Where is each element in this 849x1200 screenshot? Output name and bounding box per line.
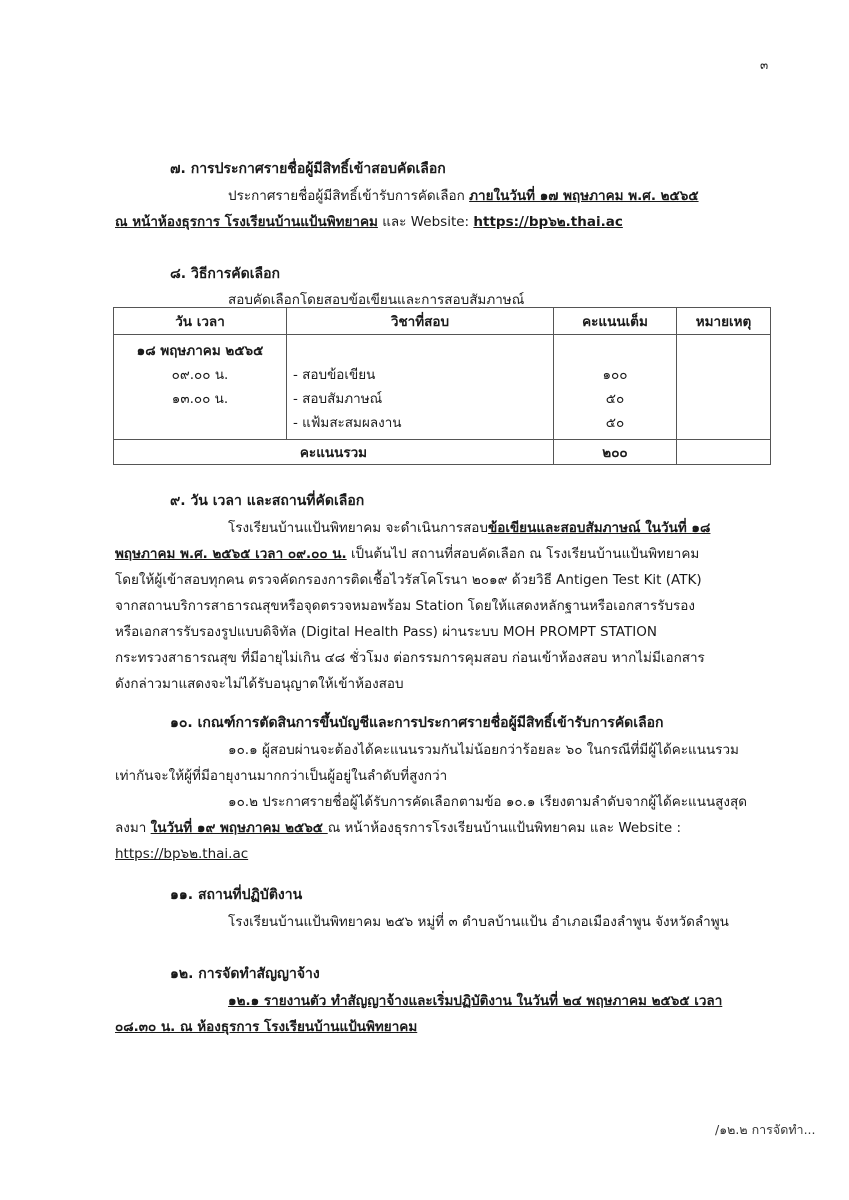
s7-date: ภายในวันที่ ๑๗ พฤษภาคม พ.ศ. ๒๕๖๕ [469, 188, 699, 204]
s7-location: ณ หน้าห้องธุรการ โรงเรียนบ้านแป้นพิทยาคม [115, 214, 378, 230]
s7-website-link[interactable]: https://bp๖๒.thai.ac [473, 214, 623, 230]
section-9-line-6: กระทรวงสาธารณสุข ที่มีอายุไม่เกิน ๔๘ ชั่วโมง ต่อกรรมการคุมสอบ ก่อนเข้าห้องสอบ หากไม่มีเอกสาร [115, 650, 705, 666]
s9-exam-date: ข้อเขียนและสอบสัมภาษณ์ ในวันที่ ๑๘ [488, 520, 711, 536]
section-9-line-4: จากสถานบริการสาธารณสุขหรือจุดตรวจหมอพร้อม Station โดยให้แสดงหลักฐานหรือเอกสารรับรอง [115, 598, 695, 614]
s9-text: เป็นต้นไป สถานที่สอบคัดเลือก ณ โรงเรียนบ้านแป้นพิทยาคม [346, 546, 700, 562]
score-cell [554, 335, 677, 440]
section-11-heading: ๑๑. สถานที่ปฏิบัติงาน [170, 887, 303, 903]
header-date-time: วัน เวลา [114, 308, 287, 335]
section-11-address: โรงเรียนบ้านแป้นพิทยาคม ๒๕๖ หมู่ที่ ๓ ตำบลบ้านแป้น อำเภอเมืองลำพูน จังหวัดลำพูน [228, 914, 729, 930]
s9-exam-date-cont: พฤษภาคม พ.ศ. ๒๕๖๕ เวลา ๐๙.๐๐ น. [115, 546, 347, 562]
s10-text: ลงมา [115, 820, 151, 836]
header-remarks: หมายเหตุ [677, 308, 771, 335]
section-9-line-2 [115, 542, 699, 564]
section-10-heading: ๑๐. เกณฑ์การตัดสินการขึ้นบัญชีและการประกาศรายชื่อผู้มีสิทธิ์เข้ารับการคัดเลือก [170, 715, 664, 731]
section-10-2-line-2 [115, 816, 681, 838]
section-10-1-line-2: เท่ากันจะให้ผู้ที่มีอายุงานมากกว่าเป็นผู้อยู่ในลำดับที่สูงกว่า [115, 768, 448, 784]
total-label: คะแนนรวม [114, 440, 554, 465]
exam-time: ๐๙.๐๐ น. [171, 367, 229, 383]
exam-time [120, 411, 280, 435]
section-8-heading: ๘. วิธีการคัดเลือก [170, 266, 280, 282]
exam-time: ๑๓.๐๐ น. [171, 391, 229, 407]
section-12-1-line-1: ๑๒.๑ รายงานตัว ทำสัญญาจ้างและเริ่มปฏิบัติงาน ในวันที่ ๒๔ พฤษภาคม ๒๕๖๕ เวลา [228, 993, 723, 1009]
section-7-line-1 [228, 184, 699, 206]
exam-date: ๑๘ พฤษภาคม ๒๕๖๕ [136, 343, 264, 359]
exam-score: ๕๐ [605, 391, 625, 407]
section-9-heading: ๙. วัน เวลา และสถานที่คัดเลือก [170, 493, 365, 509]
section-10-2-line-1: ๑๐.๒ ประกาศรายชื่อผู้ได้รับการคัดเลือกตามข้อ ๑๐.๑ เรียงตามลำดับจากผู้ได้คะแนนสูงสุด [228, 794, 748, 810]
s7-and: และ Website: [377, 214, 474, 230]
section-10-1-line-1: ๑๐.๑ ผู้สอบผ่านจะต้องได้คะแนนรวมกันไม่น้อยกว่าร้อยละ ๖๐ ในกรณีที่มีผู้ได้คะแนนรวม [228, 742, 739, 758]
section-12-heading: ๑๒. การจัดทำสัญญาจ้าง [170, 966, 320, 982]
section-9-line-3: โดยให้ผู้เข้าสอบทุกคน ตรวจคัดกรองการติดเชื้อไวรัสโคโรนา ๒๐๑๙ ด้วยวิธี Antigen Test Kit (ATK) [115, 572, 702, 588]
total-remarks [677, 440, 771, 465]
date-time-cell [114, 335, 287, 440]
section-9-line-1 [228, 516, 710, 538]
s7-text: ประกาศรายชื่อผู้มีสิทธิ์เข้ารับการคัดเลือก [228, 188, 470, 204]
page-number: ๓ [760, 58, 769, 72]
section-10-website-link[interactable]: https://bp๖๒.thai.ac [115, 846, 249, 862]
exam-score: ๑๐๐ [602, 367, 628, 383]
section-9-line-5: หรือเอกสารรับรองรูปแบบดิจิทัล (Digital Health Pass) ผ่านระบบ MOH PROMPT STATION [115, 624, 657, 640]
header-subject: วิชาที่สอบ [287, 308, 554, 335]
exam-subject: - สอบสัมภาษณ์ [293, 391, 383, 407]
exam-schedule-table [113, 307, 771, 465]
s9-text: โรงเรียนบ้านแป้นพิทยาคม จะดำเนินการสอบ [228, 520, 488, 536]
exam-subject: - แฟ้มสะสมผลงาน [293, 415, 402, 431]
section-12-1-line-2: ๐๘.๓๐ น. ณ ห้องธุรการ โรงเรียนบ้านแป้นพิทยาคม [115, 1019, 418, 1035]
subject-cell [287, 335, 554, 440]
exam-score: ๕๐ [605, 415, 625, 431]
s10-announce-date: ในวันที่ ๑๙ พฤษภาคม ๒๕๖๕ [150, 820, 328, 836]
section-9-line-7: ดังกล่าวมาแสดงจะไม่ได้รับอนุญาตให้เข้าห้องสอบ [115, 676, 404, 692]
section-7-line-2 [115, 210, 623, 232]
remarks-cell [677, 335, 771, 440]
section-7-heading: ๗. การประกาศรายชื่อผู้มีสิทธิ์เข้าสอบคัดเลือก [170, 161, 446, 177]
table-total-row [114, 440, 771, 465]
header-full-score: คะแนนเต็ม [554, 308, 677, 335]
exam-subject: - สอบข้อเขียน [293, 367, 376, 383]
table-body-row [114, 335, 771, 440]
s10-text: ณ หน้าห้องธุรการโรงเรียนบ้านแป้นพิทยาคม และ Website : [327, 820, 681, 836]
total-score: ๒๐๐ [554, 440, 677, 465]
continuation-footer: /๑๒.๒ การจัดทำ... [715, 1122, 816, 1137]
table-header-row [114, 308, 771, 335]
section-8-intro: สอบคัดเลือกโดยสอบข้อเขียนและการสอบสัมภาษณ์ [228, 292, 525, 308]
